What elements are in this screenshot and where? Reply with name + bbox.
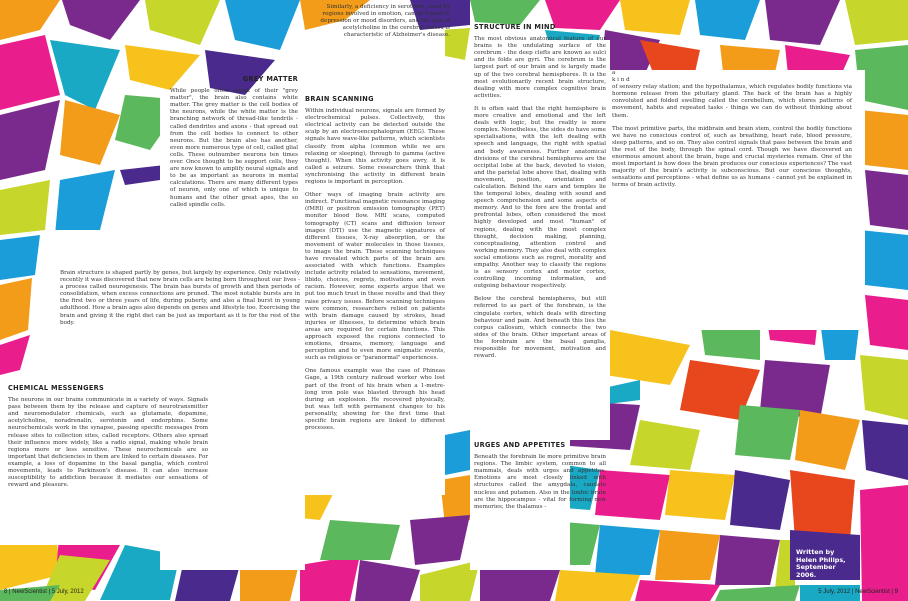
kind-fragment xyxy=(612,70,852,196)
structure-p3: Below the cerebral hemispheres, but still referred to as part of the forebrain, is the cingulate cortex, which deals with directing behaviour and pain. And beneath this lies the corpus callosum, which connects the two sides of the brain. Other important areas of the forebrain are the basal ganglia, responsible for movement, motivation and reward. xyxy=(474,296,606,360)
intro-text: Similarly, a deficiency in serotonin, used by regions involved in emotion, can be linked to depression or mood disorders, and the loss of acetylcholine in the cerebral cortex is characteristic of Alzheimer's disease. xyxy=(320,4,450,39)
grey-matter-section xyxy=(170,76,298,215)
structure-heading: STRUCTURE IN MIND xyxy=(474,23,556,31)
brain-scanning-p2: Other ways of imaging brain activity are indirect. Functional magnetic resonance imaging (fMRI) or positron emission tomography (PET) monitor blood flow. MRI scans, computed tomography (CT) scans and diffusion tensor images (DTI) use the magnetic signatures of different tissues, X-ray absorption, or the movement of water molecules in those tissues, to image the brain. These scanning techniques have revealed which parts of the brain are associated with which functions. Examples include activity related to sensations, movement, libido, choices, regrets, motivations and even racism. However, some experts argue that we put too much trust in these results and that they raise privacy issues. Before scanning techniques were common, researchers relied on patients with brain damage caused by strokes, head injuries or illnesses, to determine which brain areas are required for certain functions. This approach exposed the regions connected to emotions, dreams, memory, language and perception and to even more enigmatic events, such as religious or "paranormal" experiences. xyxy=(305,192,445,362)
brain-scanning-heading: BRAIN SCANNING xyxy=(305,95,374,103)
chemical-messengers-heading: CHEMICAL MESSENGERS xyxy=(8,384,105,392)
chemical-messengers-p1: The neurons in our brains communicate in a variety of ways. Signals pass between them by the release and capture of neurotransmitter and neuromodulator chemicals, such as glutamate, dopamine, acetylcholine, noradrenalin, serotonin and endorphins. Some neurochemicals work in the synapse, passing specific messages from release sites to collection sites, called receptors. Others also spread their influence more widely, like a radio signal, making whole brain regions more or less sensitive. These neurochemicals are so important that deficiencies in them are linked to certain diseases. For example, a loss of dopamine in the basal ganglia, which control movements, leads to Parkinson's disease. It can also increase susceptibility to addiction because it mediates our sensations of reward and pleasure. xyxy=(8,397,208,489)
structure-section xyxy=(474,24,606,366)
brain-scanning-section xyxy=(305,96,445,438)
footer-right: 5 July, 2012 | NewScientist | 9 xyxy=(818,589,898,595)
structure-p1: The most obvious anatomical feature of our brains is the undulating surface of the cerebrum - the deep clefts are known as sulci and its folds are gyri. The cerebrum is the largest part of our brain and is largely made up of the two cerebral hemispheres. It is the most evolutionarily recent brain structure, dealing with more complex cognitive brain activities. xyxy=(474,36,606,99)
footer-left: 8 | NewScientist | 5 July, 2012 xyxy=(4,589,84,595)
grey-matter-continued xyxy=(60,270,300,333)
chemical-messengers-section xyxy=(8,385,300,495)
urges-p1: Beneath the forebrain lie more primitive brain regions. The limbic system, common to all mammals, deals with urges and appetites. Emotions are most closely linked with structures called the amygdala, caudate nucleus and putamen. Also in the limbic brain are the hippocampus - vital for forming new memories; the thalamus - xyxy=(474,454,606,510)
grey-matter-heading: GREY MATTER xyxy=(242,75,298,83)
intro-paragraph xyxy=(310,4,450,45)
structure-p2: It is often said that the right hemisphere is more creative and emotional and the left deals with logic, but the reality is more complex. Nonetheless, the sides do have some specialisations, with the left dealing with speech and language, the right with spatial and body awareness. Further anatomical divisions of the cerebral hemispheres are the occipital lobe at the back, devoted to vision, and the parietal lobe above that, dealing with movement, position, orientation and calculation. Behind the ears and temples lie the temporal lobes, dealing with sound and speech comprehension and some aspects of memory. And to the fore are the frontal and prefrontal lobes, often considered the most highly developed and most "human" of regions, dealing with the most complex thought, decision making, planning, conceptualising, attention control and working memory. They also deal with complex social emotions such as regret, morality and empathy. Another way to classify the regions is as sensory cortex and motor cortex, controlling incoming information, and outgoing behaviour respectively. xyxy=(474,105,606,290)
kind-p1: of sensory relay station; and the hypothalamus, which regulates bodily functions via hormone release from the pituitary gland. The back of the brain has a highly convoluted and folded swelling called the cerebellum, which stores patterns of movement, habits and repeated tasks - things we can do without thinking about them. xyxy=(612,84,852,119)
kind-p2: The most primitive parts, the midbrain and brain stem, control the bodily functions we have no conscious control of, such as breathing, heart rate, blood pressure, sleep patterns, and so on. They also control signals that pass between the brain and the rest of the body, through the spinal cord. Though we have discovered an enormous amount about the brain, huge and crucial mysteries remain. One of the most important is how does the brain produces our conscious experiences? The vast majority of the brain's activity is subconscious. But our conscious thoughts, sensations and perceptions - what define us as humans - cannot yet be explained in terms of brain activity. xyxy=(612,125,852,189)
author-credit: Written by Helen Philips, September 2006. xyxy=(796,548,846,579)
grey-matter-p2: Brain structure is shaped partly by genes, but largely by experience. Only relatively recently it was discovered that new brain cells are being born throughout our lives - a process called neurogenesis. The brain has bursts of growth and then periods of consolidation, when excess connections are pruned. The most notable bursts are in the first two or three years of life, during puberty, and also a final burst in young adulthood. How a brain ages also depends on genes and lifestyle too. Exercising the brain and giving it the right diet can be just as important as it is for the rest of the body. xyxy=(60,270,300,326)
grey-matter-p1: While people often speak of their "grey matter", the brain also contains white matter. The grey matter is the cell bodies of the neurons, while the white matter is the branching network of thread-like tendrils - called dendrites and axons - that spread out from the cell bodies to connect to other neurons. But the brain also has another, even more numerous type of cell, called glial cells. These outnumber neurons ten times over. Once thought to be support cells, they are now known to amplify neural signals and to be as important as neurons in mental calculations. There are many different types of neuron, only one of which is unique to humans and the other great apes, the so called spindle cells. xyxy=(170,88,298,208)
urges-section xyxy=(474,442,606,517)
urges-heading: URGES AND APPETITES xyxy=(474,441,566,449)
kind-a: a xyxy=(612,70,616,76)
brain-scanning-p3: One famous example was the case of Phineas Gage, a 19th century railroad worker who lost part of the front of his brain when a 1-metre-long iron pole was blasted through his head during an explosion. He recovered physically, but was left with permanent changes to his personality, showing for the first time that specific brain regions are linked to different processes. xyxy=(305,368,445,432)
brain-scanning-p1: Within individual neurons, signals are formed by electrochemical pulses. Collectively, this electrical activity can be detected outside the scalp by an electroencephalogram (EEG). These signals have wave-like patterns, which scientists classify from alpha (common while we are relaxing or sleeping), through to gamma (active thought). When this activity goes awry, it is called a seizure. Some researchers think that synchronising the activity in different brain regions is important in perception. xyxy=(305,108,445,186)
kind-word: k i n d xyxy=(612,77,630,84)
